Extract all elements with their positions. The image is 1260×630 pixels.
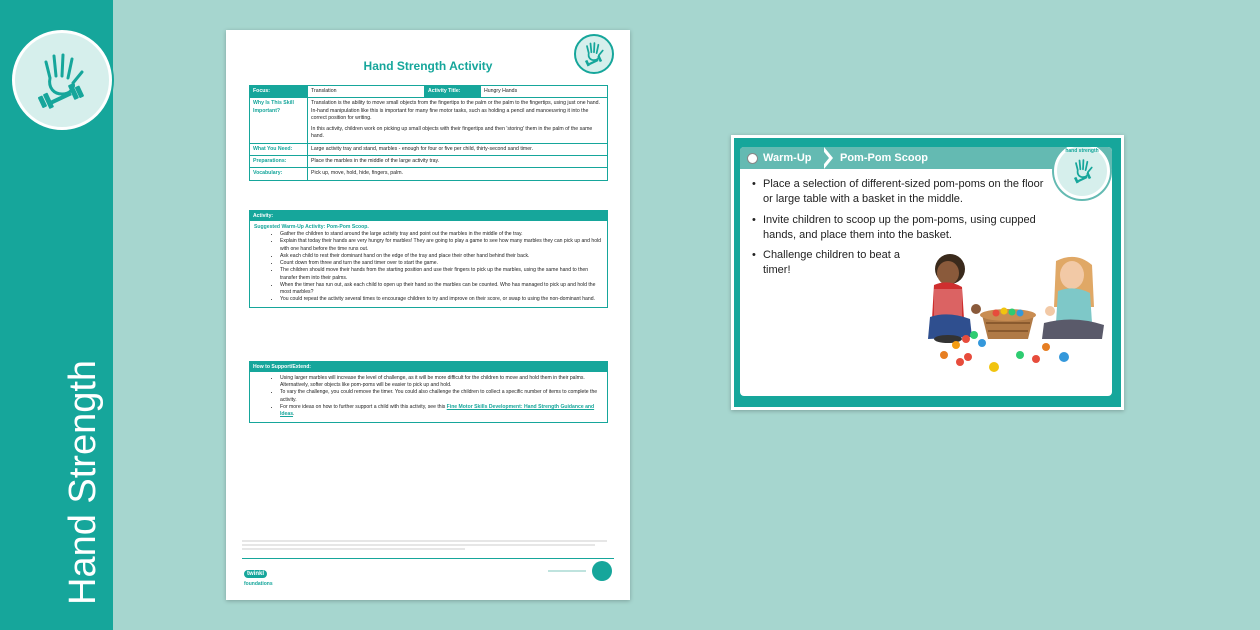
sidebar xyxy=(0,0,113,630)
logo-text: twinkl xyxy=(244,570,267,578)
need-label: What You Need: xyxy=(250,143,308,155)
prep-label: Preparations: xyxy=(250,155,308,167)
need-value: Large activity tray and stand, marbles - enough for four or five per child, thirty-second sand timer. xyxy=(308,143,608,155)
hand-dumbbell-icon xyxy=(12,30,112,130)
support-text: For more ideas on how to further support a child with this activity, see this xyxy=(280,403,447,410)
hand-dumbbell-icon xyxy=(1054,147,1110,199)
support-heading: How to Support/Extend: xyxy=(250,362,607,372)
list-item xyxy=(280,404,603,418)
badge-text: hand strength xyxy=(1065,148,1099,154)
prep-value: Place the marbles in the middle of the large activity tray. xyxy=(308,155,608,167)
children-pom-pom-illustration xyxy=(908,247,1108,372)
footer-divider xyxy=(242,558,614,559)
twinkl-logo xyxy=(244,562,278,587)
list-item: • Count down from three and turn the sand timer over to start the game. xyxy=(280,260,603,267)
support-list xyxy=(254,375,603,418)
focus-label: Focus: xyxy=(250,86,308,98)
activity-document xyxy=(226,30,630,600)
support-box xyxy=(249,361,608,423)
tab-warm-up-label: Warm-Up xyxy=(763,152,812,164)
vocab-label: Vocabulary: xyxy=(250,168,308,180)
twinkl-small-logo xyxy=(592,561,612,581)
why-label: Why Is This Skill Important? xyxy=(250,98,308,143)
activity-title-label: Activity Title: xyxy=(425,86,481,98)
tab-warm-up xyxy=(740,147,830,169)
chevron-fill xyxy=(820,147,829,169)
support-text-end: . xyxy=(293,411,295,418)
tab-pom-pom-scoop xyxy=(840,147,928,169)
disclaimer-placeholder xyxy=(242,540,614,550)
focus-value: Translation xyxy=(308,86,425,98)
why-value xyxy=(308,98,608,143)
radio-icon xyxy=(747,153,758,164)
activity-box xyxy=(249,210,608,308)
list-item: • Invite children to scoop up the pom-poms, using cupped hands, and place them into the basket. xyxy=(750,213,1050,243)
list-item: • To vary the challenge, you could remove the timer. You could also challenge the children to collect a specific number of items to complete the activity. xyxy=(280,389,603,403)
list-item: • When the timer has run out, ask each child to open up their hand so the marbles can be counted. Who has managed to pick up and hold the most marbles? xyxy=(280,282,603,296)
list-item: • Using larger marbles will increase the level of challenge, as it will be more difficult for the children to move and hold them in their palms. Alternatively, softer objects like pom-poms will be easier to pick up and hold. xyxy=(280,375,603,389)
list-item: • Challenge children to beat a timer! xyxy=(750,248,900,278)
list-item: • Gather the children to stand around the large activity tray and point out the marbles in the middle of the tray. xyxy=(280,231,603,238)
why-paragraph: Translation is the ability to move small objects from the fingertips to the palm or the palm to the fingertips, using just one hand. In-hand manipulation like this is important for many fine motor tasks, such as holding a pencil and manoeuvring it into the correct position for writing. xyxy=(311,100,601,121)
activity-info-table xyxy=(249,85,608,181)
why-paragraph: In this activity, children work on picking up small objects with their fingertips and then 'storing' them in the palm of the same hand. xyxy=(311,126,593,140)
list-item: • You could repeat the activity several times to encourage children to try and improve on their score, or swap to using the non-dominant hand. xyxy=(280,296,603,303)
list-item: • Explain that today their hands are very hungry for marbles! They are going to play a game to see how many marbles they can pick up and hold with one hand before the time runs out. xyxy=(280,238,603,252)
activity-title-value: Hungry Hands xyxy=(481,86,608,98)
guidance-link[interactable]: Fine Motor Skills Development: Hand Strength Guidance and Ideas xyxy=(280,403,595,418)
warmup-suggestion: Suggested Warm-Up Activity: Pom-Pom Scoop. xyxy=(254,224,369,230)
logo-subtext: foundations xyxy=(244,581,273,587)
document-title: Hand Strength Activity xyxy=(363,59,493,73)
tab-pom-pom-scoop-label: Pom-Pom Scoop xyxy=(840,152,929,164)
site-text-placeholder xyxy=(548,570,586,572)
vocab-value: Pick up, move, hold, hide, fingers, palm. xyxy=(308,168,608,180)
activity-card xyxy=(731,135,1124,410)
sidebar-title: Hand Strength xyxy=(62,359,104,605)
list-item: • Ask each child to rest their dominant hand on the edge of the tray and place their other hand behind their back. xyxy=(280,253,603,260)
list-item: • The children should move their hands from the starting position and use their fingers to pick up the marbles, using the same hand to then transfer them into their palms. xyxy=(280,267,603,281)
activity-heading: Activity: xyxy=(250,211,607,221)
list-item: • Place a selection of different-sized pom-poms on the floor or large table with a basket in the middle. xyxy=(750,177,1050,207)
activity-steps xyxy=(254,231,603,303)
